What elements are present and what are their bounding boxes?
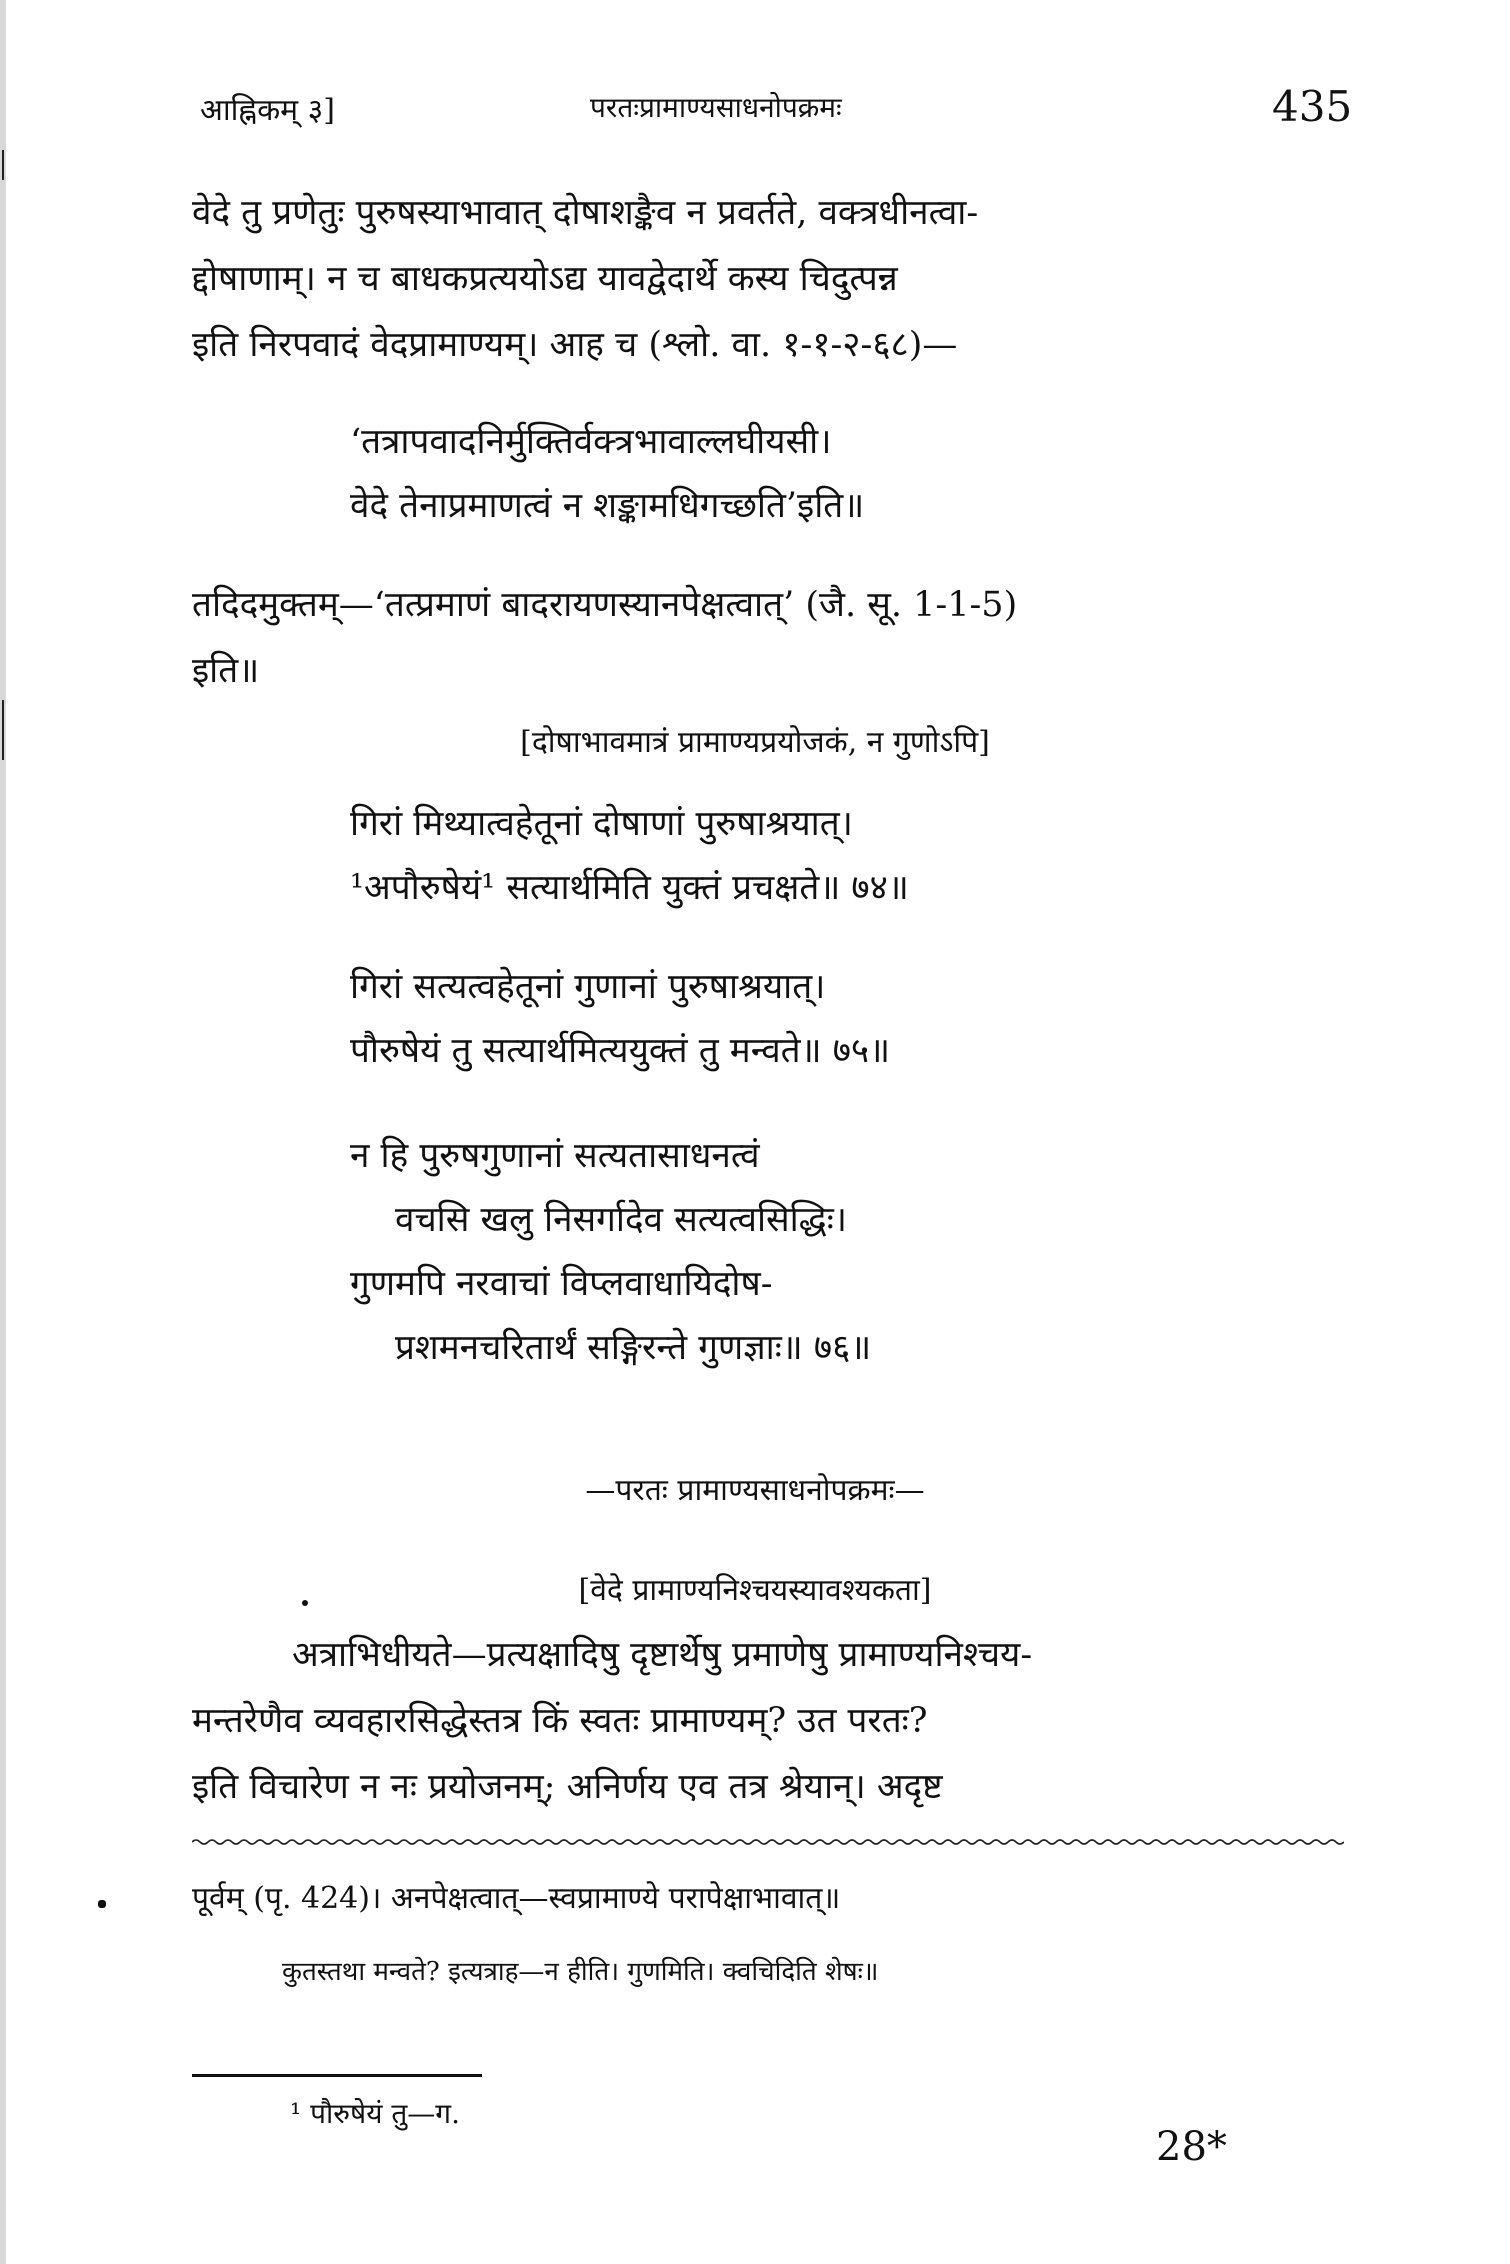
subheading-1: [दोषाभावमात्रं प्रामाण्यप्रयोजकं, न गुणोऽपि] (520, 725, 990, 760)
verse-line: गुणमपि नरवाचां विप्लवाधायिदोष- (350, 1264, 773, 1304)
footnote: ¹ पौरुषेयं तु—ग. (290, 2097, 460, 2130)
scan-edge-mark (2, 150, 4, 180)
margin-dot (302, 1600, 308, 1606)
page-number: 435 (1272, 82, 1353, 131)
text-line: तदिदमुक्तम्—‘तत्प्रमाणं बादरायणस्यानपेक्षत्वात्’ (जै. सू. 1-1-5) (192, 585, 1018, 625)
section-title: —परतः प्रामाण्यसाधनोपक्रमः— (585, 1473, 925, 1508)
text-line: द्दोषाणाम्। न च बाधकप्रत्ययोऽद्य यावद्वेदार्थे कस्य चिदुत्पन्न (192, 259, 898, 299)
text-line: इति निरपवादं वेदप्रामाण्यम्। आह च (श्लो. वा. १-१-२-६८)— (192, 325, 958, 365)
verse-line: पौरुषेयं तु सत्यार्थमित्ययुक्तं तु मन्वते॥ ७५॥ (350, 1031, 891, 1071)
commentary-line-1: पूर्वम् (पृ. 424)। अनपेक्षत्वात्—स्वप्रामाण्ये परापेक्षाभावात्॥ (192, 1881, 841, 1916)
verse-line: ‘तत्रापवादनिर्मुक्तिर्वक्त्रभावाल्लघीयसी। (350, 422, 832, 462)
margin-dot (98, 1900, 106, 1908)
subheading-2: [वेदे प्रामाण्यनिश्चयस्यावश्यकता] (578, 1573, 932, 1608)
footnote-rule (192, 2074, 482, 2077)
commentary-line-2: कुतस्तथा मन्वते? इत्यत्राह—न हीति। गुणमिति। क्वचिदिति शेषः॥ (282, 1957, 879, 1987)
paragraph-1 (192, 180, 1354, 378)
chapter-label: आह्निकम् ३] (200, 93, 335, 128)
text-line: इति विचारेण न नः प्रयोजनम्; अनिर्णय एव तत्र श्रेयान्। अदृष्ट (192, 1767, 943, 1807)
verse-line: वेदे तेनाप्रमाणत्वं न शङ्कामधिगच्छति’इति॥ (350, 486, 865, 526)
verse-line: गिरां मिथ्यात्वहेतूनां दोषाणां पुरुषाश्रयात्। (350, 804, 853, 844)
verse-76 (350, 1124, 871, 1380)
verse-line: न हि पुरुषगुणानां सत्यतासाधनत्वं (350, 1136, 760, 1176)
signature-mark: 28* (1156, 2124, 1227, 2170)
running-head (0, 82, 1510, 148)
verse-line: प्रशमनचरितार्थं सङ्गिरन्ते गुणज्ञाः॥ ७६॥ (395, 1328, 872, 1368)
verse-line: ¹अपौरुषेयं¹ सत्यार्थमिति युक्तं प्रचक्षते॥ ७४॥ (350, 868, 909, 908)
paragraph-3 (192, 1622, 1354, 1820)
section-running-title: परतःप्रामाण्यसाधनोपक्रमः (590, 91, 842, 124)
text-line: मन्तरेणैव व्यवहारसिद्धेस्तत्र किं स्वतः प्रामाण्यम्? उत परतः? (192, 1701, 928, 1741)
text-line: अत्राभिधीयते—प्रत्यक्षादिषु दृष्टार्थेषु प्रमाणेषु प्रामाण्यनिश्चय- (292, 1635, 1033, 1675)
text-line: इति॥ (192, 651, 260, 691)
quotation-verse (350, 410, 864, 538)
verse-line: वचसि खलु निसर्गादेव सत्यत्वसिद्धिः। (395, 1200, 848, 1240)
paragraph-2 (192, 572, 1354, 704)
verse-line: गिरां सत्यत्वहेतूनां गुणानां पुरुषाश्रयात्। (350, 967, 826, 1007)
wavy-rule (192, 1838, 1344, 1846)
verse-75 (350, 955, 890, 1083)
scan-left-edge (0, 0, 6, 2264)
text-line: वेदे तु प्रणेतुः पुरुषस्याभावात् दोषाशङ्कैव न प्रवर्तते, वक्त्रधीनत्वा- (192, 193, 979, 233)
verse-74 (350, 792, 909, 920)
